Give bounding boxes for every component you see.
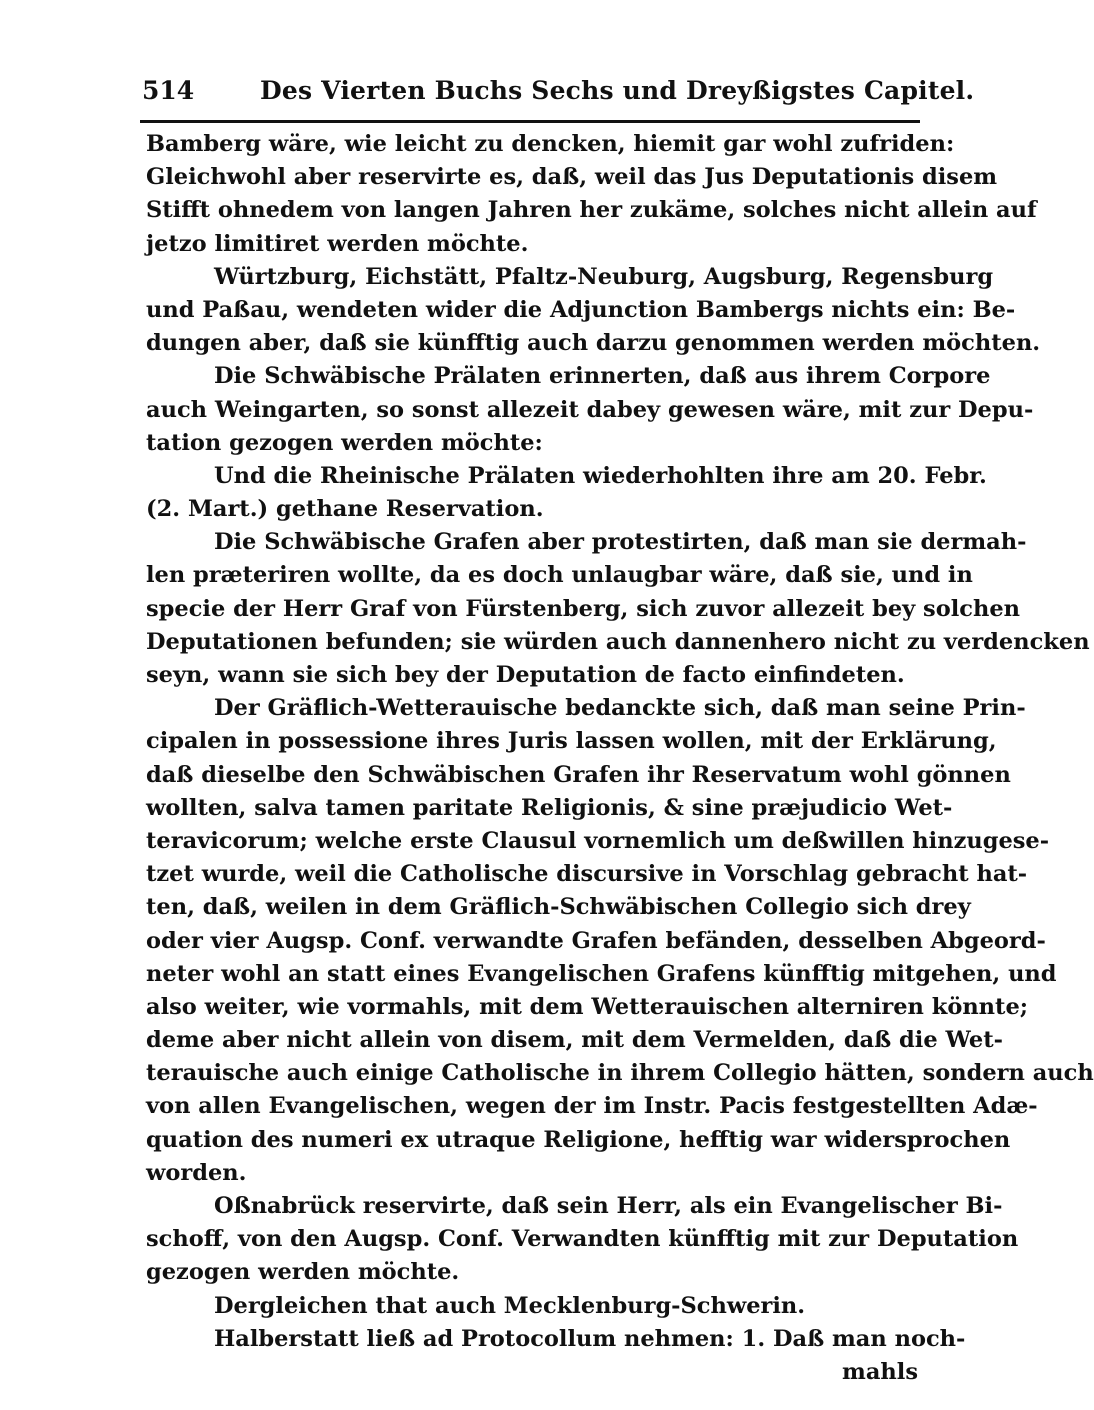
text-line: Würtzburg, Eichstätt, Pfaltz-Neuburg, Augsburg, Regensburg (214, 263, 994, 290)
text-line: gezogen werden möchte. (146, 1259, 460, 1286)
text-line: Stifft ohnedem von langen Jahren her zukäme, solches nicht allein auf (146, 197, 1037, 224)
text-line: Deputationen befunden; sie würden auch dannenhero nicht zu verdencken (146, 628, 1090, 655)
page-number: 514 (142, 76, 195, 105)
text-line: cipalen in possessione ihres Juris lassen wollen, mit der Erklärung, (146, 728, 997, 755)
text-line: Dergleichen that auch Mecklenburg-Schwerin. (214, 1292, 806, 1319)
body-text (146, 128, 1094, 1389)
text-line: schoff, von den Augsp. Conf. Verwandten künfftig mit zur Deputation (146, 1226, 1019, 1253)
text-line: oder vier Augsp. Conf. verwandte Grafen befänden, desselben Abgeord- (146, 927, 1046, 954)
text-line: teravicorum; welche erste Clausul vornemlich um deßwillen hinzugese- (146, 827, 1050, 854)
text-line: dungen aber, daß sie künfftig auch darzu genommen werden möchten. (146, 330, 1041, 357)
text-line: seyn, wann sie sich bey der Deputation de facto einfindeten. (146, 662, 905, 688)
text-line: len præteriren wollte, da es doch unlaugbar wäre, daß sie, und in (146, 562, 973, 589)
text-line: ten, daß, weilen in dem Gräflich-Schwäbischen Collegio sich drey (146, 894, 971, 921)
text-line: deme aber nicht allein von disem, mit dem Vermelden, daß die Wet- (146, 1027, 1003, 1054)
text-line: neter wohl an statt eines Evangelischen Grafens künfftig mitgehen, und (146, 960, 1057, 987)
text-line: Gleichwohl aber reservirte es, daß, weil das Jus Deputationis disem (146, 164, 998, 191)
text-line: Und die Rheinische Prälaten wiederhohlten ihre am 20. Febr. (214, 462, 987, 489)
catchword: mahls (842, 1358, 918, 1385)
text-line: also weiter, wie vormahls, mit dem Wetterauischen alterniren könnte; (146, 993, 1029, 1020)
text-line: Die Schwäbische Grafen aber protestirten, daß man sie dermah- (214, 529, 1027, 556)
text-line: (2. Mart.) gethane Reservation. (146, 496, 544, 523)
text-line: Halberstatt ließ ad Protocollum nehmen: 1. Daß man noch- (214, 1325, 966, 1352)
text-line: quation des numeri ex utraque Religione, hefftig war widersprochen (146, 1126, 1011, 1153)
running-head: Des Vierten Buchs Sechs und Dreyßigstes Capitel. (260, 76, 975, 105)
text-line: specie der Herr Graf von Fürstenberg, sich zuvor allezeit bey solchen (146, 595, 1020, 622)
text-line: worden. (146, 1159, 247, 1186)
text-line: Bamberg wäre, wie leicht zu dencken, hiemit gar wohl zufriden: (146, 131, 955, 157)
text-line: Der Gräflich-Wetterauische bedanckte sich, daß man seine Prin- (214, 695, 1026, 722)
header-rule (140, 120, 920, 123)
text-line: daß dieselbe den Schwäbischen Grafen ihr Reservatum wohl gönnen (146, 761, 1011, 788)
text-line: Die Schwäbische Prälaten erinnerten, daß aus ihrem Corpore (214, 363, 991, 390)
text-line: tzet wurde, weil die Catholische discursive in Vorschlag gebracht hat- (146, 861, 1028, 888)
text-line: und Paßau, wendeten wider die Adjunction Bambergs nichts ein: Be- (146, 296, 1016, 323)
text-line: tation gezogen werden möchte: (146, 429, 543, 456)
text-line: Oßnabrück reservirte, daß sein Herr, als ein Evangelischer Bi- (214, 1193, 1003, 1219)
text-line: auch Weingarten, so sonst allezeit dabey gewesen wäre, mit zur Depu- (146, 396, 1034, 423)
text-line: jetzo limitiret werden möchte. (146, 230, 529, 257)
text-line: von allen Evangelischen, wegen der im Instr. Pacis festgestellten Adæ- (146, 1093, 1038, 1120)
text-line: wollten, salva tamen paritate Religionis, & sine præjudicio Wet- (146, 794, 953, 821)
text-line: terauische auch einige Catholische in ihrem Collegio hätten, sondern auch (146, 1060, 1094, 1087)
page-header (142, 76, 975, 116)
